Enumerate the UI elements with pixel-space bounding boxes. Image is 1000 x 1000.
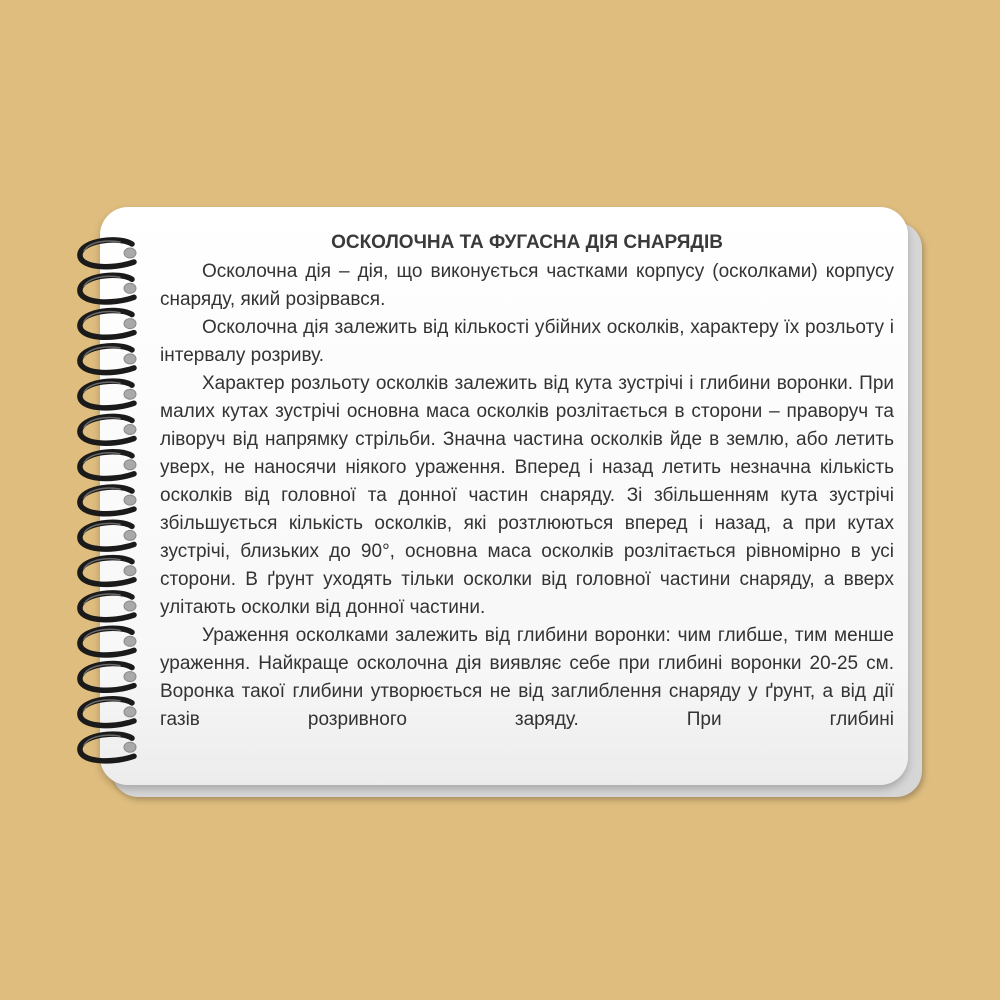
paragraph-1: Осколочна дія – дія, що виконується частками корпусу (осколками) корпусу снаряду, який розірвався. <box>160 261 894 310</box>
paragraph-2: Осколочна дія залежить від кількості убійних осколків, характеру їх розльоту і інтервалу розриву. <box>160 317 894 366</box>
page-title: ОСКОЛОЧНА ТА ФУГАСНА ДІЯ СНАРЯДІВ <box>331 232 723 253</box>
paragraph-3: Характер розльоту осколків залежить від кута зустрічі і глибини воронки. При малих кутах зустрічі основна маса осколків розлітається в сторони – праворуч та ліворуч від напрямку стрільби. Значна частина осколків йде в землю, або летить уверх, не наносячи ніякого ураження. Вперед і назад летить незначна кількість осколків від головної та донної частин снаряду. Зі збільшенням кута зустрічі збільшується кількість осколків, які розтлюються вперед і назад, а при кутах зустрічі, близьких до 90°, основна маса осколків розлітається рівномірно в усі сторони. В ґрунт уходять тільки осколки від головної частини снаряду, а вверх улітають осколки від донної частини. <box>160 373 894 618</box>
page-content <box>160 228 894 734</box>
paragraph-4: Ураження осколками залежить від глибини воронки: чим глибше, тим менше ураження. Найкраще осколочна дія виявляє себе при глибині воронки 20-25 см. Воронка такої глибини утворюється не від заглиблення снаряду у ґрунт, а від дії газів розривного заряду. При глибині <box>160 625 894 730</box>
